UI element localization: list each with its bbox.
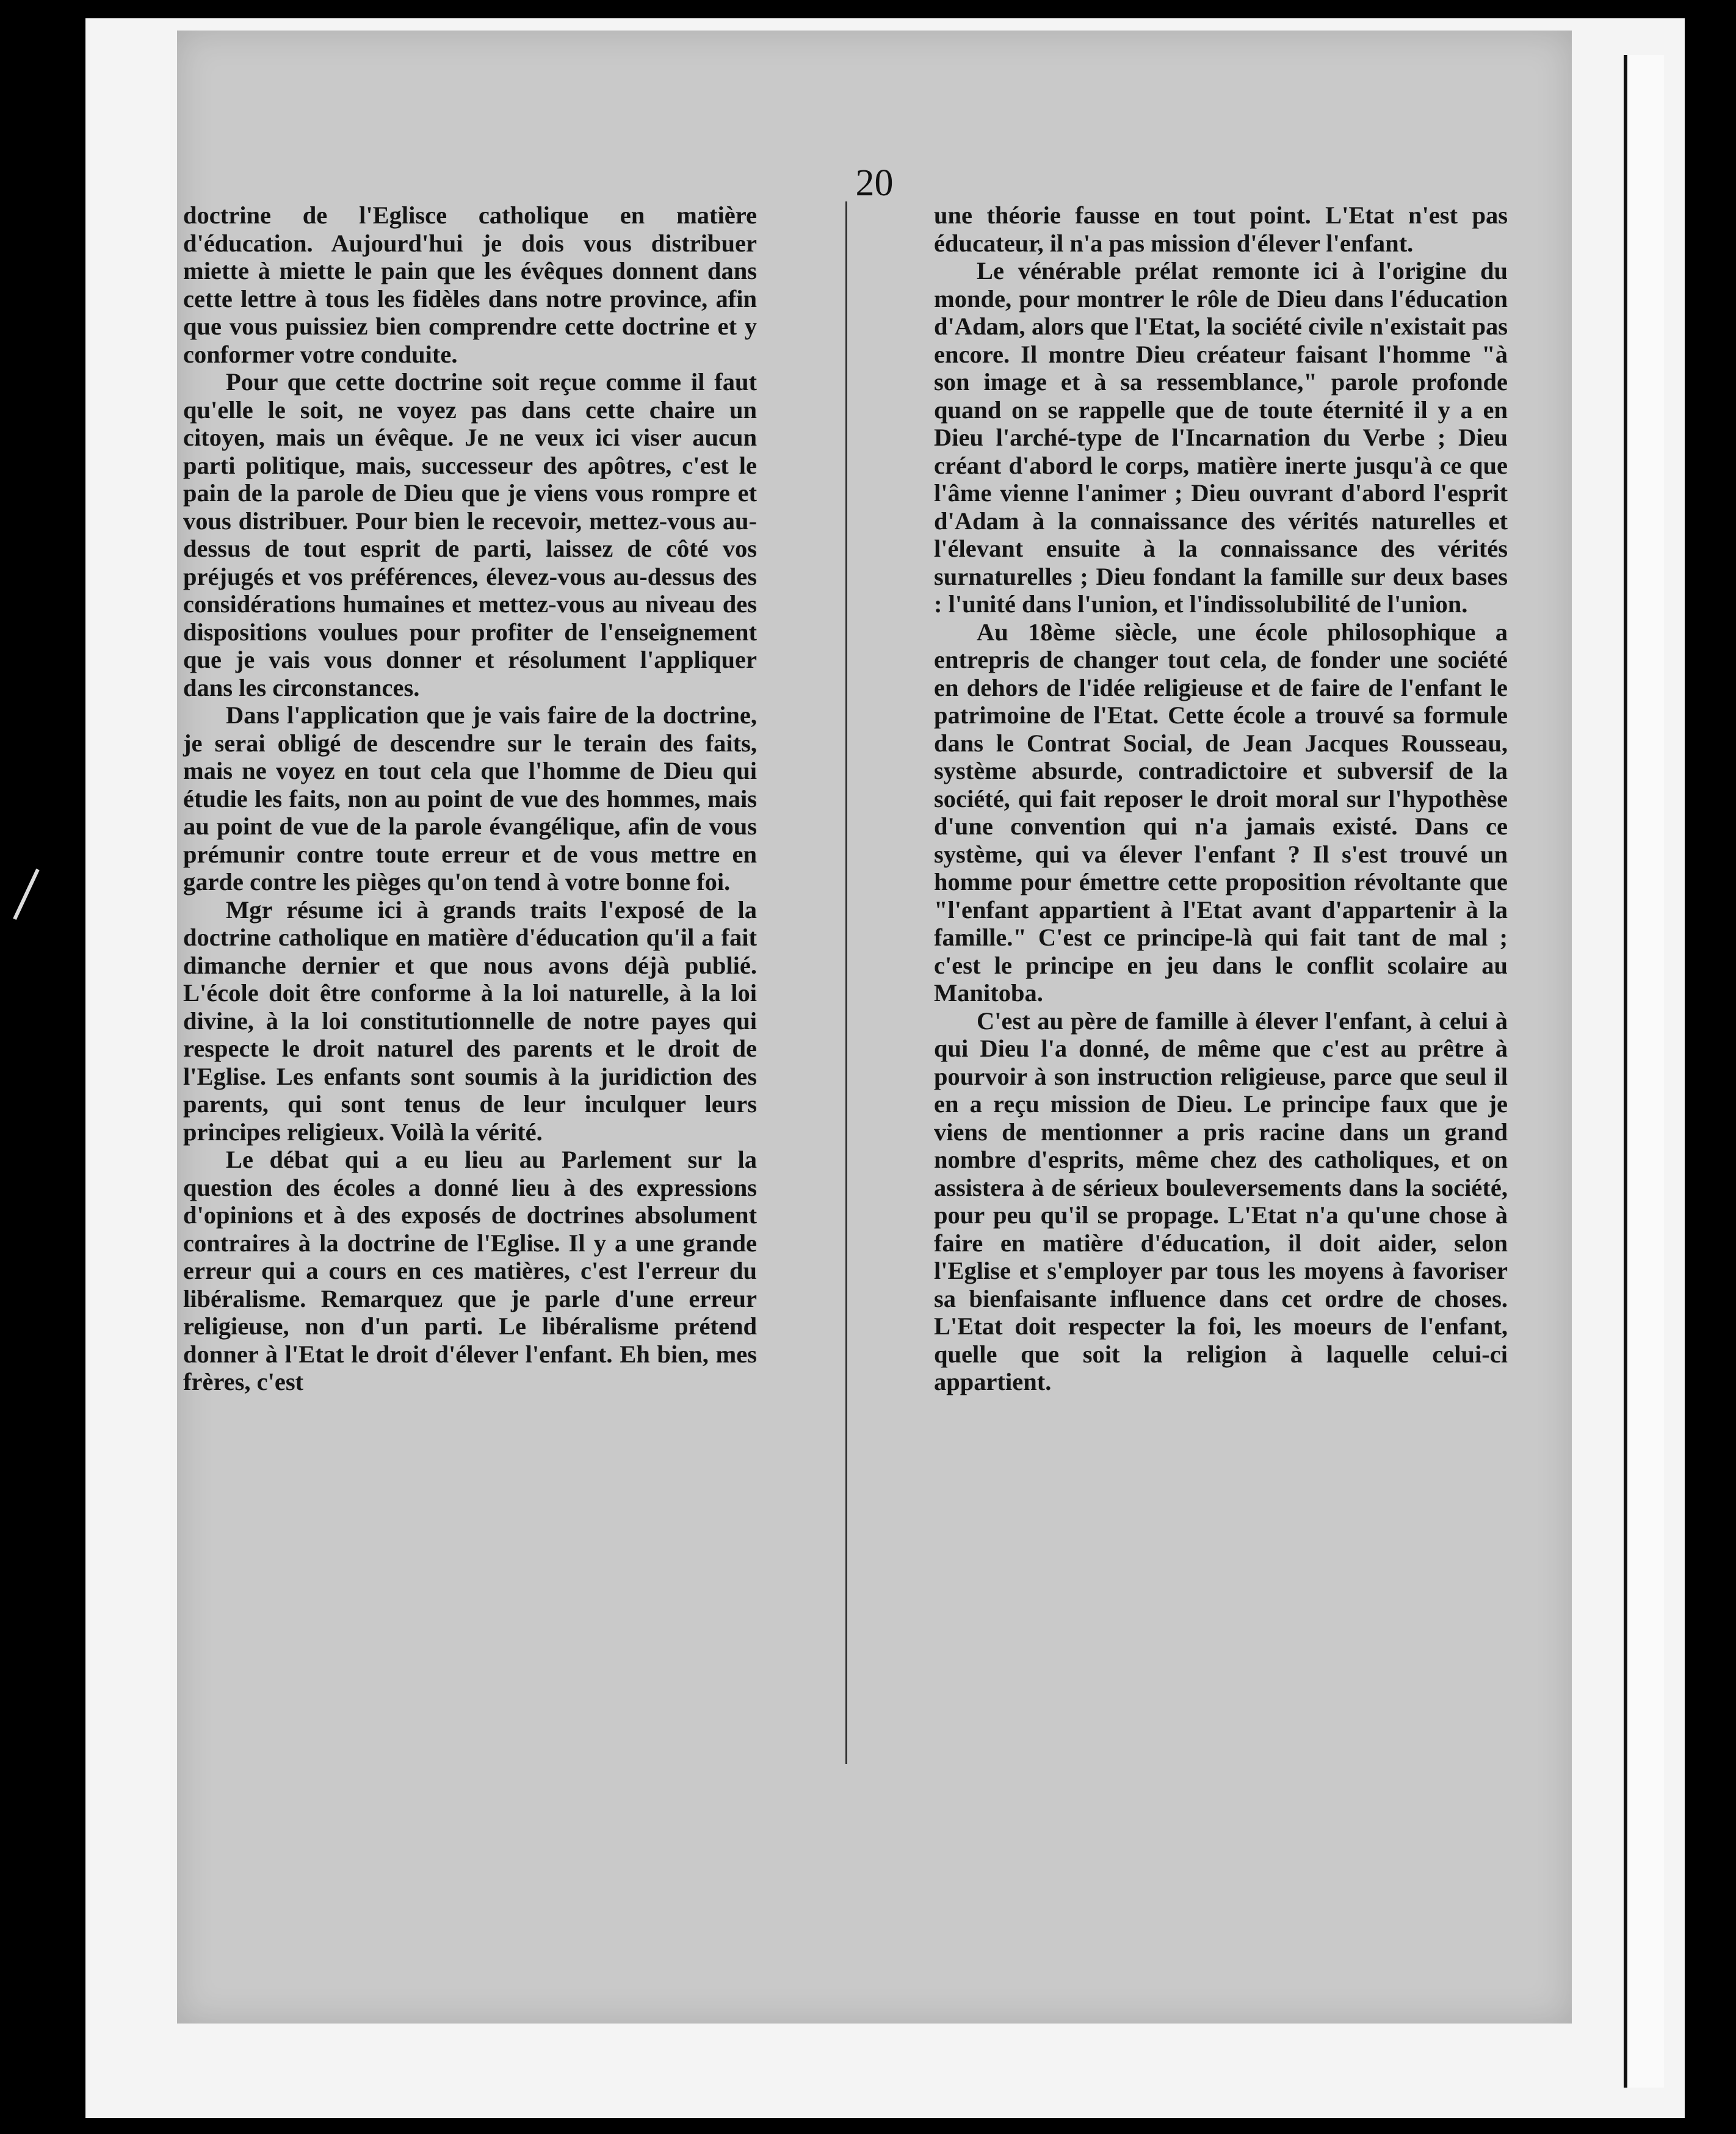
paragraph: Le débat qui a eu lieu au Parlement sur la question des écoles a donné lieu à des expressions d'opinions et à des exposés de doctrines absolument contraires à la doctrine de l'Eglise. Il y a une grande erreur qui a cours en ces matières, c'est l'erreur du libéralisme. Remarquez que je parle d'une erreur religieuse, non d'un parti. Le libéralisme prétend donner à l'Etat le droit d'élever l'enfant. Eh bien, mes frères, c'est: [183, 1146, 757, 1395]
right-column: [934, 201, 1508, 1819]
paragraph: Mgr résume ici à grands traits l'exposé de la doctrine catholique en matière d'éducation qu'il a fait dimanche dernier et que nous avons déjà publié. L'école doit être conforme à la loi naturelle, à la loi divine, à la loi constitutionnelle de notre payes qui respecte le droit naturel des parents et le droit de l'Eglise. Les enfants sont soumis à la juridiction des parents, qui sont tenus de leur inculquer leurs principes religieux. Voilà la vérité.: [183, 895, 757, 1146]
paragraph: doctrine de l'Eglisce catholique en matière d'éducation. Aujourd'hui je dois vous distribuer miette à miette le pain que les évêques donnent dans cette lettre à tous les fidèles dans notre province, afin que vous puissiez bien comprendre cette doctrine et y conformer votre conduite.: [183, 201, 757, 368]
column-divider: [845, 201, 847, 1764]
paragraph: C'est au père de famille à élever l'enfant, à celui à qui Dieu l'a donné, de même que c'est au prêtre à pourvoir à son instruction religieuse, parce que seul il en a reçu mission de Dieu. Le principe faux que je viens de mentionner a pris racine dans un grand nombre d'esprits, même chez des catholiques, et on assistera à de sérieux bouleversements dans la société, pour peu qu'il se propage. L'Etat n'a qu'une chose à faire en matière d'éducation, il doit aider, selon l'Eglise et s'employer par tous les moyens à favoriser sa bienfaisante influence dans cet ordre de choses. L'Etat doit respecter la foi, les moeurs de l'enfant, quelle que soit la religion à laquelle celui-ci appartient.: [934, 1007, 1508, 1395]
paragraph: une théorie fausse en tout point. L'Etat n'est pas éducateur, il n'a pas mission d'élever l'enfant.: [934, 201, 1508, 257]
paragraph: Pour que cette doctrine soit reçue comme il faut qu'elle le soit, ne voyez pas dans cette chaire un citoyen, mais un évêque. Je ne veux ici viser aucun parti politique, mais, successeur des apôtres, c'est le pain de la parole de Dieu que je viens vous rompre et vous distribuer. Pour bien le recevoir, mettez-vous au-dessus de tout esprit de parti, laissez de côté vos préjugés et vos préférences, élevez-vous au-dessus des considérations humaines et mettez-vous au niveau des dispositions voulues pour profiter de l'enseignement que je vais vous donner et résolument l'appliquer dans les circonstances.: [183, 368, 757, 701]
paragraph: Au 18ème siècle, une école philosophique a entrepris de changer tout cela, de fonder une société en dehors de l'idée religieuse et de faire de l'enfant le patrimoine de l'Etat. Cette école a trouvé sa formule dans le Contrat Social, de Jean Jacques Rousseau, système absurde, contradictoire et subversif de la société, qui fait reposer le droit moral sur l'hypothèse d'une convention qui n'a jamais existé. Dans ce système, qui va élever l'enfant ? Il s'est trouvé un homme pour émettre cette proposition révoltante que "l'enfant appartient à l'Etat avant d'appartenir à la famille." C'est ce principe-là qui fait tant de mal ; c'est le principe en jeu dans le conflit scolaire au Manitoba.: [934, 618, 1508, 1007]
page-number: 20: [855, 162, 894, 204]
left-column: [183, 201, 757, 1819]
page-edge: [1624, 55, 1664, 2088]
paragraph: Le vénérable prélat remonte ici à l'origine du monde, pour montrer le rôle de Dieu dans l'éducation d'Adam, alors que l'Etat, la société civile n'existait pas encore. Il montre Dieu créateur faisant l'homme "à son image et à sa ressemblance," parole profonde quand on se rappelle que de toute éternité il y a en Dieu l'arché-type de l'Incarnation du Verbe ; Dieu créant d'abord le corps, matière inerte jusqu'à ce que l'âme vienne l'animer ; Dieu ouvrant d'abord l'esprit d'Adam à la connaissance des vérités naturelles et l'élevant ensuite à la connaissance des vérités surnaturelles ; Dieu fondant la famille sur deux bases : l'unité dans l'union, et l'indissolubilité de l'union.: [934, 257, 1508, 618]
paragraph: Dans l'application que je vais faire de la doctrine, je serai obligé de descendre sur le terain des faits, mais ne voyez en tout cela que l'homme de Dieu qui étudie les faits, non au point de vue des hommes, mais au point de vue de la parole évangélique, afin de vous prémunir contre toute erreur et de vous mettre en garde contre les pièges qu'on tend à votre bonne foi.: [183, 701, 757, 895]
scan-artifact: [13, 869, 39, 920]
